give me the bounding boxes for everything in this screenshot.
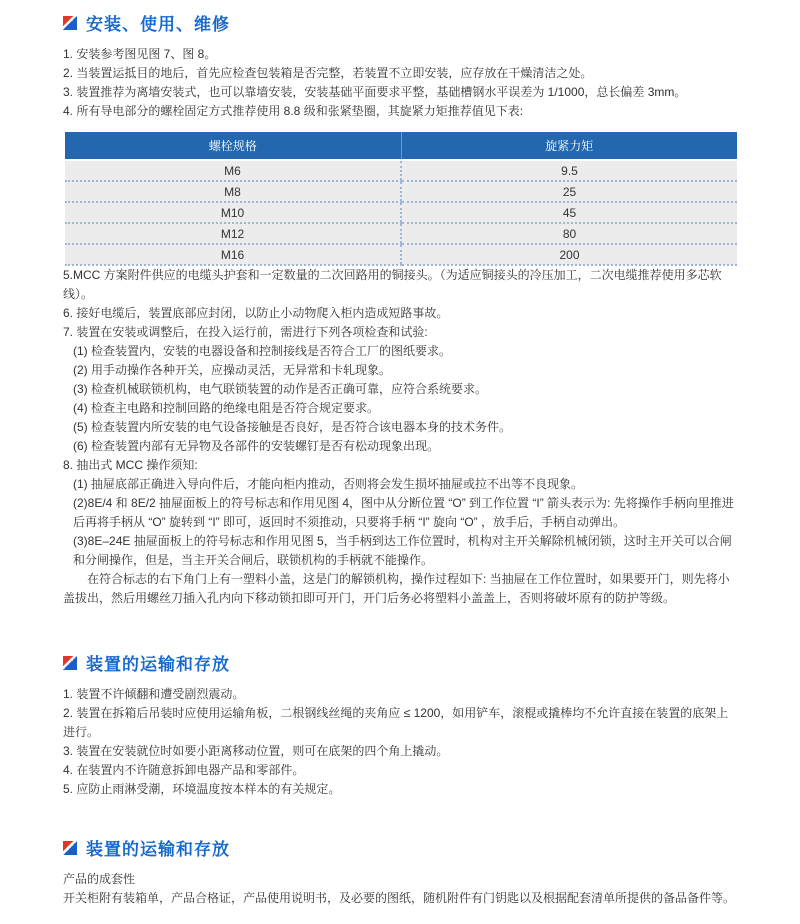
table-row bbox=[65, 181, 737, 202]
sub-list-item: (2)8E/4 和 8E/2 抽屉面板上的符号标志和作用见图 4，图中从分断位置 “O” 到工作位置 “I” 箭头表示为: 先将操作手柄向里推进后再将手柄从 “O” 旋转到 “I” 即可，返回时不须推动，只要将手柄 “I” 旋向 “O” ，放手后，手柄自动弹出。 bbox=[73, 496, 734, 529]
table-row bbox=[65, 244, 737, 265]
list-item: 3. 装置推荐为离墙安装式，也可以靠墙安装，安装基础平面要求平整，基础槽钢水平误差为 1/1000，总长偏差 3mm。 bbox=[63, 85, 687, 99]
cell-bolt-spec: M6 bbox=[65, 160, 401, 181]
list-item: 3. 装置在安装就位时如要小距离移动位置，则可在底架的四个角上撬动。 bbox=[63, 744, 449, 758]
cell-torque: 80 bbox=[401, 223, 737, 244]
section-bullet-icon bbox=[63, 16, 77, 30]
cell-torque: 45 bbox=[401, 202, 737, 223]
subsection-title: 产品的成套性 bbox=[63, 872, 136, 886]
note-paragraph: 在符合标志的右下角门上有一塑料小盖，这是门的解锁机构，操作过程如下: 当抽屉在工作位置时，如果要开门，则先将小盖拔出，然后用螺丝刀插入孔内向下移动锁扣即可开门，开门后务必将塑料小盖盖上，否则将破坏原有的防护等级。 bbox=[63, 572, 730, 605]
sub-list-item: (1) 检查装置内，安装的电器设备和控制接线是否符合工厂的图纸要求。 bbox=[73, 344, 452, 358]
column-header-bolt-spec: 螺栓规格 bbox=[65, 132, 401, 160]
cell-bolt-spec: M10 bbox=[65, 202, 401, 223]
table-row bbox=[65, 202, 737, 223]
table-row bbox=[65, 223, 737, 244]
sub-list-item: (3) 检查机械联锁机构，电气联锁装置的动作是否正确可靠，应符合系统要求。 bbox=[73, 382, 488, 396]
sub-list-item: (6) 检查装置内部有无异物及各部件的安装螺钉是否有松动现象出现。 bbox=[73, 439, 440, 453]
section-title-transport: 装置的运输和存放 bbox=[86, 655, 230, 674]
cell-torque: 9.5 bbox=[401, 160, 737, 181]
sub-list-item: (1) 抽屉底部正确进入导向件后，才能向柜内推动，否则将会发生损坏抽屉或拉不出等不良现象。 bbox=[73, 477, 584, 491]
sub-list-item: (5) 检查装置内所安装的电气设备接触是否良好，是否符合该电器本身的技术务件。 bbox=[73, 420, 512, 434]
list-item: 8. 抽出式 MCC 操作须知: bbox=[63, 458, 198, 472]
sub-list-item: (4) 检查主电路和控制回路的绝缘电阻是否符合规定要求。 bbox=[73, 401, 380, 415]
section-title-install: 安装、使用、维修 bbox=[86, 15, 230, 34]
section-header-completeness bbox=[63, 835, 738, 860]
cell-bolt-spec: M12 bbox=[65, 223, 401, 244]
cell-bolt-spec: M8 bbox=[65, 181, 401, 202]
sub-list-item: (2) 用手动操作各种开关，应操动灵活，无异常和卡轧现象。 bbox=[73, 363, 392, 377]
cell-torque: 200 bbox=[401, 244, 737, 265]
section-bullet-icon bbox=[63, 656, 77, 670]
section-header-transport bbox=[63, 650, 738, 675]
list-item: 6. 接好电缆后，装置底部应封闭，以防止小动物爬入柜内造成短路事故。 bbox=[63, 306, 449, 320]
cell-bolt-spec: M16 bbox=[65, 244, 401, 265]
sub-list-item: (3)8E–24E 抽屉面板上的符号标志和作用见图 5，当手柄到达工作位置时，机构对主开关解除机械闭锁，这时主开关可以合闸和分闸操作，但是，当主开关合闸后，联锁机构的手柄就不能操作。 bbox=[73, 534, 732, 567]
cell-torque: 25 bbox=[401, 181, 737, 202]
list-item: 4. 在装置内不许随意拆卸电器产品和零部件。 bbox=[63, 763, 305, 777]
list-item: 5. 应防止雨淋受潮，环境温度按本样本的有关规定。 bbox=[63, 782, 341, 796]
list-item: 1. 装置不许倾翻和遭受剧烈震动。 bbox=[63, 687, 245, 701]
table-header-row bbox=[65, 132, 737, 160]
section-title-completeness: 装置的运输和存放 bbox=[86, 840, 230, 859]
list-item: 2. 装置在拆箱后吊装时应使用运输角板，二根钢线丝绳的夹角应 ≤ 1200，如用铲车，滚棍或撬棒均不允许直接在装置的底架上进行。 bbox=[63, 706, 729, 739]
table-row bbox=[65, 160, 737, 181]
section-bullet-icon bbox=[63, 841, 77, 855]
list-item: 7. 装置在安装或调整后，在投入运行前，需进行下列各项检查和试验: bbox=[63, 325, 428, 339]
column-header-torque: 旋紧力矩 bbox=[401, 132, 737, 160]
list-item: 2. 当装置运抵目的地后，首先应检查包装箱是否完整，若装置不立即安装，应存放在干燥清洁之处。 bbox=[63, 66, 593, 80]
body-paragraph: 开关柜附有装箱单，产品合格证，产品使用说明书，及必要的图纸，随机附件有门钥匙以及根据配套清单所提供的备品备件等。 bbox=[63, 891, 736, 905]
section-header-install bbox=[63, 10, 738, 35]
torque-table bbox=[65, 132, 737, 266]
list-item: 1. 安装参考图见图 7、图 8。 bbox=[63, 47, 217, 61]
list-item: 5.MCC 方案附件供应的电缆头护套和一定数量的二次回路用的铜接头。（为适应铜接头的冷压加工，二次电缆推荐使用多芯软线）。 bbox=[63, 268, 722, 301]
list-item: 4. 所有导电部分的螺栓固定方式推荐使用 8.8 级和张紧垫圈，其旋紧力矩推荐值见下表: bbox=[63, 104, 524, 118]
